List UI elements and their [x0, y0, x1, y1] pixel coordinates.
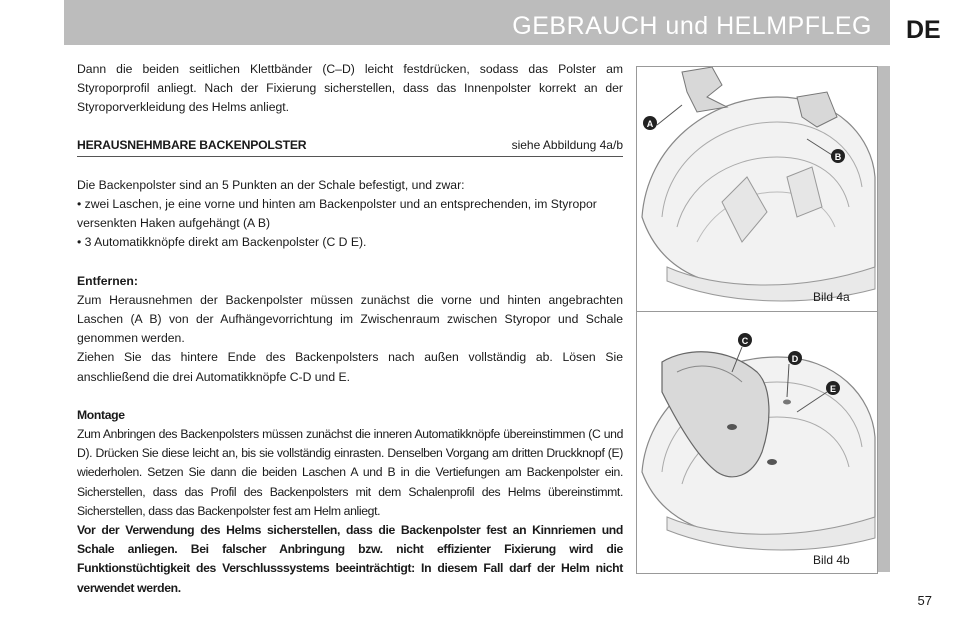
figure-side-bar	[878, 66, 890, 572]
figure-4a	[637, 67, 877, 311]
attach-bullet-2: • 3 Automatikknöpfe direkt am Backenpolster (C D E).	[77, 235, 367, 250]
helmet-illustration-4b	[637, 312, 877, 572]
page-title: GEBRAUCH und HELMPFLEG	[512, 12, 872, 40]
language-tag: DE	[906, 16, 941, 44]
attach-bullet-1: • zwei Laschen, je eine vorne und hinten am Backenpolster und an entsprechenden, im Styropor versenkten Haken aufgehängt (A B)	[77, 197, 597, 231]
marker-d-label: D	[791, 354, 799, 364]
remove-paragraph-1: Zum Herausnehmen der Backenpolster müssen zunächst die vorne und hinten angebrachten Laschen (A B) von der Aufhängevorrichtung im Zwischenraum zwischen Styropor und Schale genommen werden.	[77, 292, 623, 346]
figure-4a-caption: Bild 4a	[813, 290, 850, 304]
figure-4b	[637, 312, 877, 572]
text-column	[77, 60, 623, 598]
mount-warning: Vor der Verwendung des Helms sicherstellen, dass die Backenpolster fest an Kinnriemen und Schale anliegen. Bei falscher Anbringung bzw. nicht effizienter Fixierung wird die Funktionstüchtigkeit des Verschlusssystems beeinträchtigt: In diesem Fall darf der Helm nicht verwendet werden.	[77, 523, 623, 595]
header-bar	[64, 0, 890, 45]
mount-paragraph: Zum Anbringen des Backenpolsters müssen zunächst die inneren Automatikknöpfe übereinstimmen (C und D). Drücken Sie diese leicht an, bis sie vollständig einrasten. Denselben Vorgang am dritten Druckknopf (E) wiederholen. Setzen Sie dann die beiden Laschen A und B in die Vertiefungen am Backenpolster ein. Sicherstellen, dass das Profil des Backenpolsters mit dem Schalenprofil des Helms übereinstimmt. Sicherstellen, dass das Backenpolster fest am Helm anliegt.	[77, 427, 623, 518]
intro-paragraph: Dann die beiden seitlichen Klettbänder (C–D) leicht festdrücken, sodass das Polster am Styroporprofil anliegt. Nach der Fixierung sicherstellen, dass das Innenpolster korrekt an der Styroporverkleidung des Helms anliegt.	[77, 62, 623, 115]
marker-c-label: C	[741, 336, 749, 346]
section-title: HERAUSNEHMBARE BACKENPOLSTER	[77, 137, 307, 152]
marker-b-label: B	[834, 152, 842, 162]
marker-a-label: A	[646, 119, 654, 129]
remove-heading: Entfernen:	[77, 273, 138, 288]
remove-paragraph-2: Ziehen Sie das hintere Ende des Backenpolsters nach außen vollständig ab. Lösen Sie anschließend die drei Automatikknöpfe C-D und E.	[77, 350, 623, 384]
section-heading	[77, 136, 623, 157]
attach-intro: Die Backenpolster sind an 5 Punkten an der Schale befestigt, und zwar:	[77, 177, 465, 192]
section-figure-ref: siehe Abbildung 4a/b	[511, 137, 623, 152]
marker-e-label: E	[829, 384, 837, 394]
helmet-illustration-4a	[637, 67, 877, 311]
figure-4b-caption: Bild 4b	[813, 553, 850, 567]
page-number: 57	[917, 593, 932, 608]
mount-heading: Montage	[77, 407, 125, 422]
